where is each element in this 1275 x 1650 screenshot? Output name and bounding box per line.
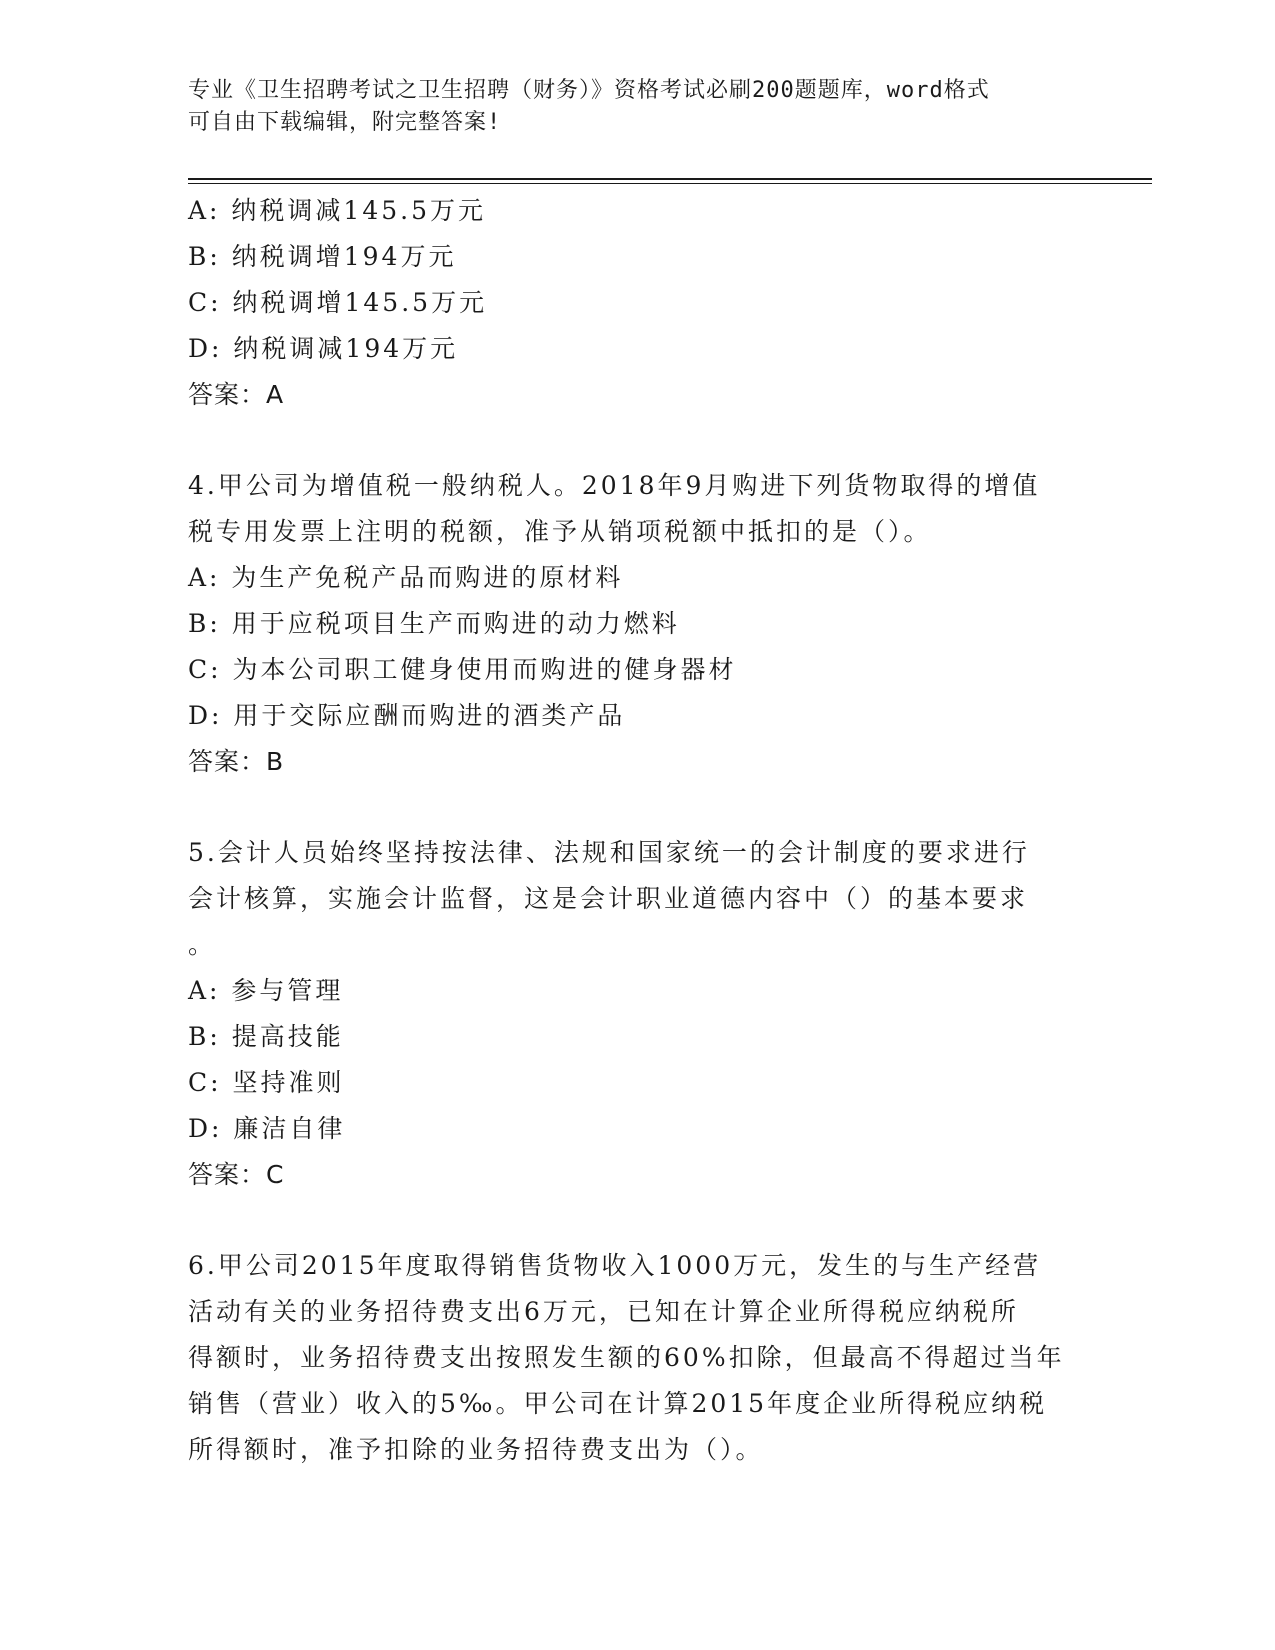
question-3-options xyxy=(188,188,1088,418)
option-b: B: 提高技能 xyxy=(188,1022,344,1051)
stem-line: 得额时，业务招待费支出按照发生额的60%扣除，但最高不得超过当年 xyxy=(188,1343,1065,1372)
stem-line: 5.会计人员始终坚持按法律、法规和国家统一的会计制度的要求进行 xyxy=(188,838,1030,867)
header-line-1: 专业《卫生招聘考试之卫生招聘（财务）》资格考试必刷200题题库，word格式 xyxy=(188,78,990,103)
stem-line: 活动有关的业务招待费支出6万元，已知在计算企业所得税应纳税所 xyxy=(188,1297,1019,1326)
option-b: B: 用于应税项目生产而购进的动力燃料 xyxy=(188,609,680,638)
question-6 xyxy=(188,1243,1088,1473)
option-a: A: 为生产免税产品而购进的原材料 xyxy=(188,563,624,592)
question-content xyxy=(188,188,1088,1473)
header-divider-thin xyxy=(188,183,1152,184)
option-d: D: 纳税调减194万元 xyxy=(188,334,459,363)
header-line-2: 可自由下载编辑，附完整答案! xyxy=(188,110,502,135)
question-stem xyxy=(188,1243,1088,1473)
header-divider-thick xyxy=(188,178,1152,180)
question-5 xyxy=(188,830,1088,1198)
stem-line: 所得额时，准予扣除的业务招待费支出为（）。 xyxy=(188,1435,764,1464)
option-a: A: 参与管理 xyxy=(188,976,344,1005)
answer-label: 答案：A xyxy=(188,380,285,409)
stem-line: 税专用发票上注明的税额，准予从销项税额中抵扣的是（）。 xyxy=(188,517,932,546)
stem-line: 。 xyxy=(188,930,217,959)
answer-label: 答案：C xyxy=(188,1160,285,1189)
option-d: D: 廉洁自律 xyxy=(188,1114,346,1143)
answer-label: 答案：B xyxy=(188,747,285,776)
option-a: A: 纳税调减145.5万元 xyxy=(188,196,486,225)
option-d: D: 用于交际应酬而购进的酒类产品 xyxy=(188,701,626,730)
option-c: C: 坚持准则 xyxy=(188,1068,345,1097)
option-b: B: 纳税调增194万元 xyxy=(188,242,457,271)
question-stem xyxy=(188,830,1088,968)
stem-line: 6.甲公司2015年度取得销售货物收入1000万元，发生的与生产经营 xyxy=(188,1251,1042,1280)
stem-line: 销售（营业）收入的5‰。甲公司在计算2015年度企业所得税应纳税 xyxy=(188,1389,1048,1418)
document-header xyxy=(188,75,1068,139)
stem-line: 会计核算，实施会计监督，这是会计职业道德内容中（）的基本要求 xyxy=(188,884,1029,913)
option-c: C: 为本公司职工健身使用而购进的健身器材 xyxy=(188,655,737,684)
question-4 xyxy=(188,463,1088,785)
question-stem xyxy=(188,463,1088,555)
stem-line: 4.甲公司为增值税一般纳税人。2018年9月购进下列货物取得的增值 xyxy=(188,471,1041,500)
option-c: C: 纳税调增145.5万元 xyxy=(188,288,488,317)
